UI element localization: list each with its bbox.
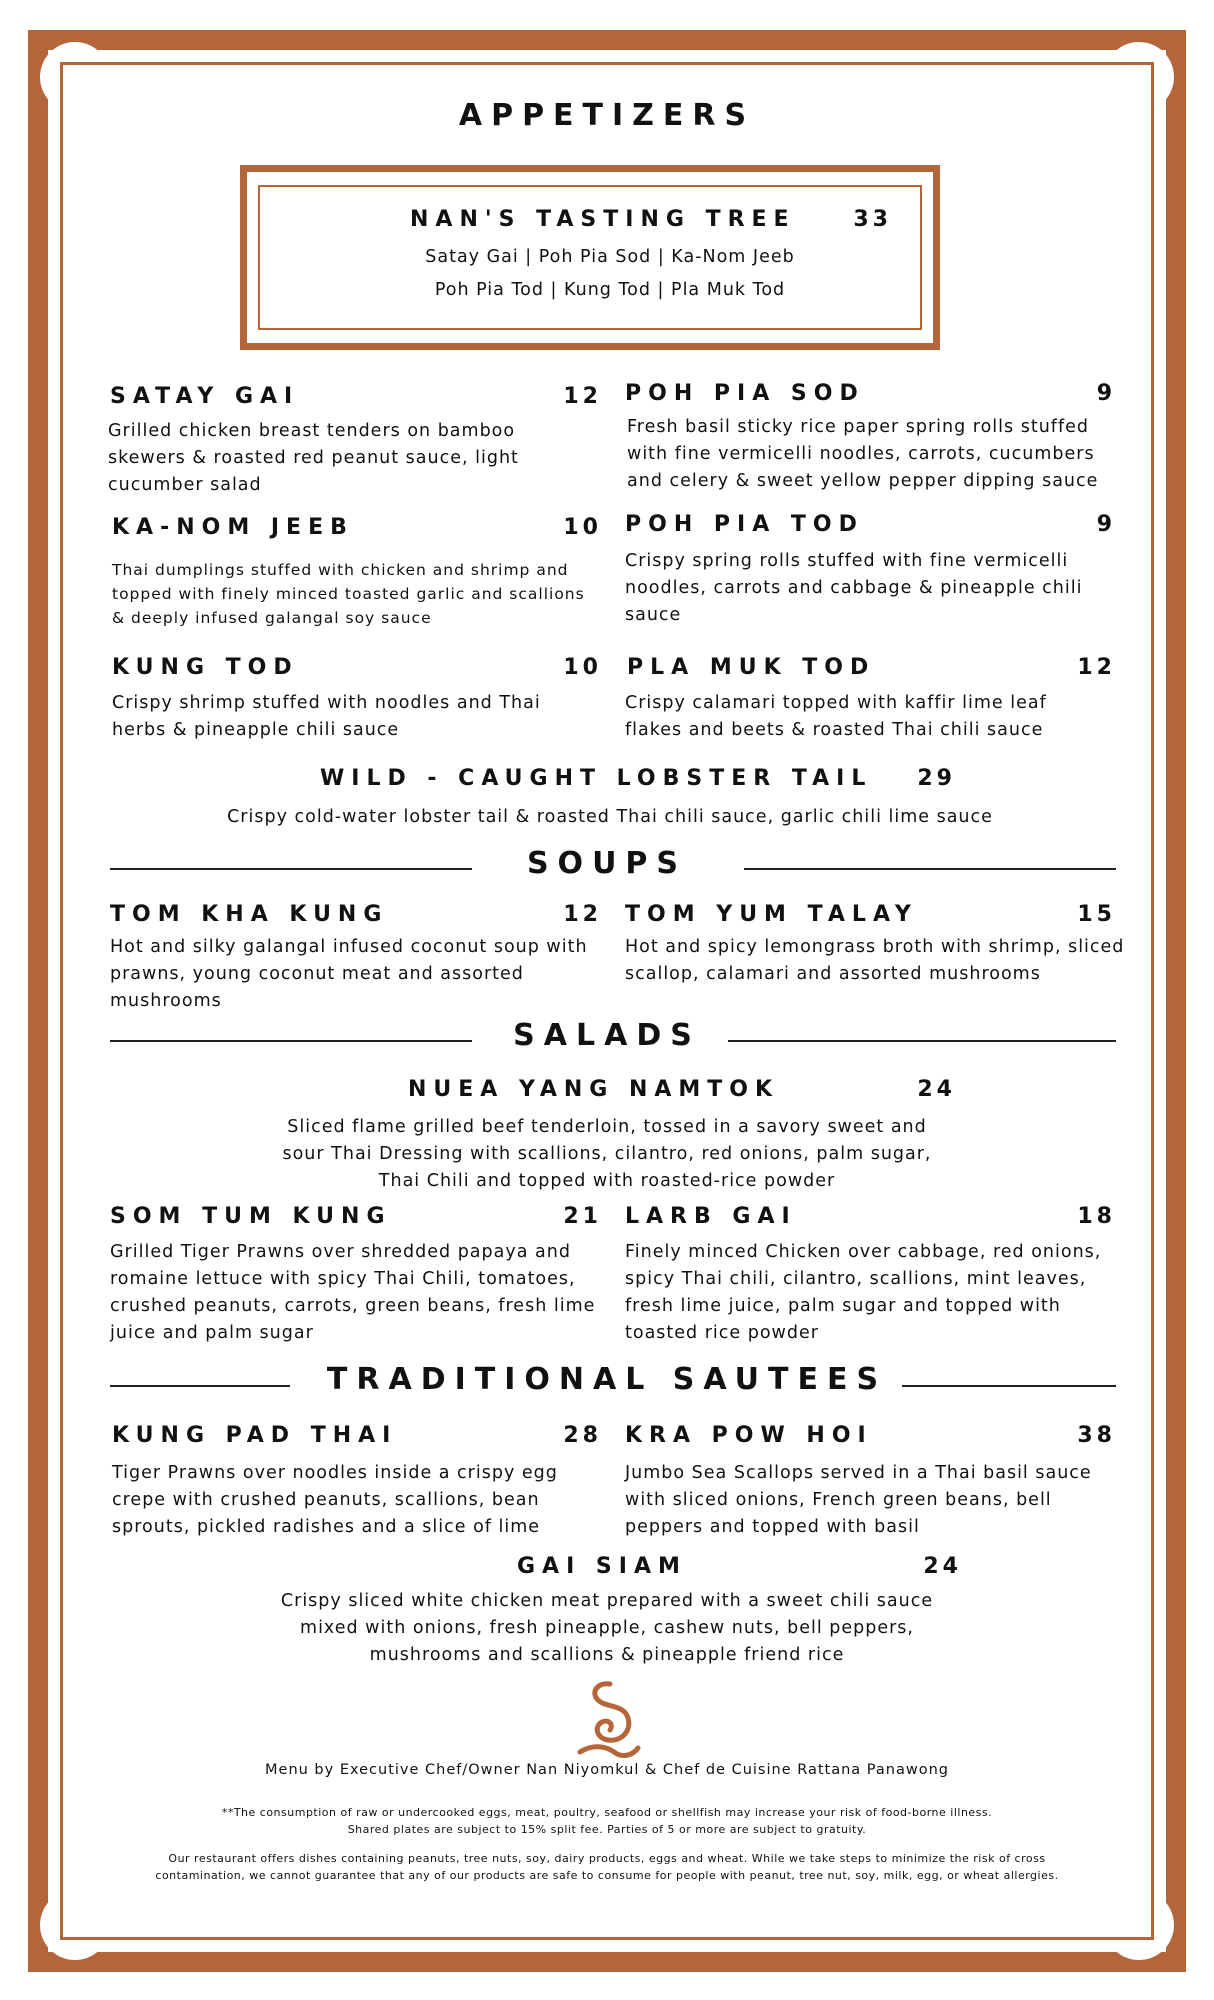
menu-item-price: 9 bbox=[1096, 512, 1116, 537]
menu-item-price: 10 bbox=[563, 515, 602, 540]
tasting-tree-price: 33 bbox=[853, 207, 892, 232]
menu-item-price: 21 bbox=[563, 1204, 602, 1229]
tasting-tree-line1: Satay Gai | Poh Pia Sod | Ka-Nom Jeeb bbox=[425, 247, 795, 267]
menu-item-name: KUNG PAD THAI bbox=[112, 1423, 398, 1448]
menu-item-price: 9 bbox=[1096, 381, 1116, 406]
menu-item-description: Grilled chicken breast tenders on bamboo skewers & roasted red peanut sauce, light cucumber salad bbox=[108, 421, 519, 495]
featured-sautee-title: GAI SIAM bbox=[517, 1554, 687, 1579]
menu-item-description: Fresh basil sticky rice paper spring rolls stuffed with fine vermicelli noodles, carrots, cucumbers and celery & sweet yellow pepper dipping sauce bbox=[627, 417, 1099, 491]
menu-item-name: KUNG TOD bbox=[112, 655, 299, 680]
menu-item-description: Hot and silky galangal infused coconut soup with prawns, young coconut meat and assorted mushrooms bbox=[110, 937, 588, 1011]
featured-salad-line3: Thai Chili and topped with roasted-rice powder bbox=[378, 1171, 836, 1191]
menu-item-price: 28 bbox=[563, 1423, 602, 1448]
menu-item-price: 12 bbox=[563, 902, 602, 927]
menu-item-description: Tiger Prawns over noodles inside a crispy egg crepe with crushed peanuts, scallions, bean sprouts, pickled radishes and a slice of lime bbox=[112, 1463, 558, 1537]
menu-item-price: 10 bbox=[563, 655, 602, 680]
swirl-logo-icon bbox=[572, 1678, 642, 1760]
featured-sautee-line1: Crispy sliced white chicken meat prepared with a sweet chili sauce bbox=[280, 1591, 934, 1611]
menu-item-description: Hot and spicy lemongrass broth with shrimp, sliced scallop, calamari and assorted mushrooms bbox=[625, 937, 1125, 984]
split-fee-note: Shared plates are subject to 15% split fee. Parties of 5 or more are subject to gratuity. bbox=[347, 1823, 867, 1836]
menu-item-description: Thai dumplings stuffed with chicken and shrimp and topped with finely minced toasted garlic and scallions & deeply infused galangal soy sauce bbox=[112, 561, 585, 627]
featured-salad-line1: Sliced flame grilled beef tenderloin, tossed in a savory sweet and bbox=[287, 1117, 927, 1137]
menu-item-name: POH PIA SOD bbox=[625, 381, 865, 406]
menu-item-description: Jumbo Sea Scallops served in a Thai basil sauce with sliced onions, French green beans, bell peppers and topped with basil bbox=[625, 1463, 1092, 1537]
menu-item-name: PLA MUK TOD bbox=[627, 655, 876, 680]
menu-item-name: SOM TUM KUNG bbox=[110, 1204, 392, 1229]
soups-heading: SOUPS bbox=[526, 846, 688, 881]
menu-item-description: Finely minced Chicken over cabbage, red onions, spicy Thai chili, cilantro, scallions, mint leaves, fresh lime juice, palm sugar and topped with toasted rice powder bbox=[625, 1242, 1102, 1343]
menu-item-name: LARB GAI bbox=[625, 1204, 797, 1229]
menu-item-price: 15 bbox=[1077, 902, 1116, 927]
menu-item-price: 38 bbox=[1077, 1423, 1116, 1448]
menu-credit: Menu by Executive Chef/Owner Nan Niyomkul & Chef de Cuisine Rattana Panawong bbox=[265, 1762, 949, 1778]
menu-item-name: TOM YUM TALAY bbox=[625, 902, 918, 927]
lobster-price: 29 bbox=[917, 766, 956, 791]
featured-sautee-price: 24 bbox=[923, 1554, 962, 1579]
menu-item-name: POH PIA TOD bbox=[625, 512, 864, 537]
tasting-tree-title: NAN'S TASTING TREE bbox=[410, 207, 796, 232]
appetizers-heading: APPETIZERS bbox=[458, 98, 756, 133]
menu-item-description: Crispy spring rolls stuffed with fine vermicelli noodles, carrots and cabbage & pineapple chili sauce bbox=[625, 551, 1083, 625]
menu-item-price: 18 bbox=[1077, 1204, 1116, 1229]
featured-sautee-line2: mixed with onions, fresh pineapple, cashew nuts, bell peppers, bbox=[300, 1618, 914, 1638]
featured-salad-line2: sour Thai Dressing with scallions, cilantro, red onions, palm sugar, bbox=[282, 1144, 932, 1164]
tasting-tree-line2: Poh Pia Tod | Kung Tod | Pla Muk Tod bbox=[434, 280, 786, 300]
sautees-heading: TRADITIONAL SAUTEES bbox=[326, 1362, 888, 1397]
menu-item-name: SATAY GAI bbox=[110, 384, 300, 409]
featured-salad-title: NUEA YANG NAMTOK bbox=[408, 1077, 780, 1102]
salads-heading: SALADS bbox=[513, 1018, 701, 1053]
menu-item-name: KRA POW HOI bbox=[625, 1423, 873, 1448]
lobster-title: WILD - CAUGHT LOBSTER TAIL bbox=[320, 766, 873, 791]
allergy-notice-line2: contamination, we cannot guarantee that any of our products are safe to consume for people with peanut, tree nut, soy, milk, egg, or wheat allergies. bbox=[155, 1869, 1059, 1882]
featured-sautee-line3: mushrooms and scallions & pineapple friend rice bbox=[369, 1645, 845, 1665]
menu-item-description: Crispy shrimp stuffed with noodles and Thai herbs & pineapple chili sauce bbox=[112, 693, 541, 740]
menu-item-price: 12 bbox=[563, 384, 602, 409]
featured-salad-price: 24 bbox=[917, 1077, 956, 1102]
food-safety-warning: **The consumption of raw or undercooked eggs, meat, poultry, seafood or shellfish may increase your risk of food-borne illness. bbox=[221, 1806, 993, 1819]
menu-item-description: Crispy calamari topped with kaffir lime leaf flakes and beets & roasted Thai chili sauce bbox=[625, 693, 1047, 740]
allergy-notice-line1: Our restaurant offers dishes containing peanuts, tree nuts, soy, dairy products, eggs and wheat. While we take steps to minimize the risk of cross bbox=[168, 1852, 1046, 1865]
menu-item-name: KA-NOM JEEB bbox=[112, 515, 354, 540]
menu-item-price: 12 bbox=[1077, 655, 1116, 680]
menu-item-name: TOM KHA KUNG bbox=[110, 902, 389, 927]
lobster-description: Crispy cold-water lobster tail & roasted Thai chili sauce, garlic chili lime sauce bbox=[227, 807, 993, 827]
menu-item-description: Grilled Tiger Prawns over shredded papaya and romaine lettuce with spicy Thai Chili, tomatoes, crushed peanuts, carrots, green beans, fresh lime juice and palm sugar bbox=[110, 1242, 596, 1343]
